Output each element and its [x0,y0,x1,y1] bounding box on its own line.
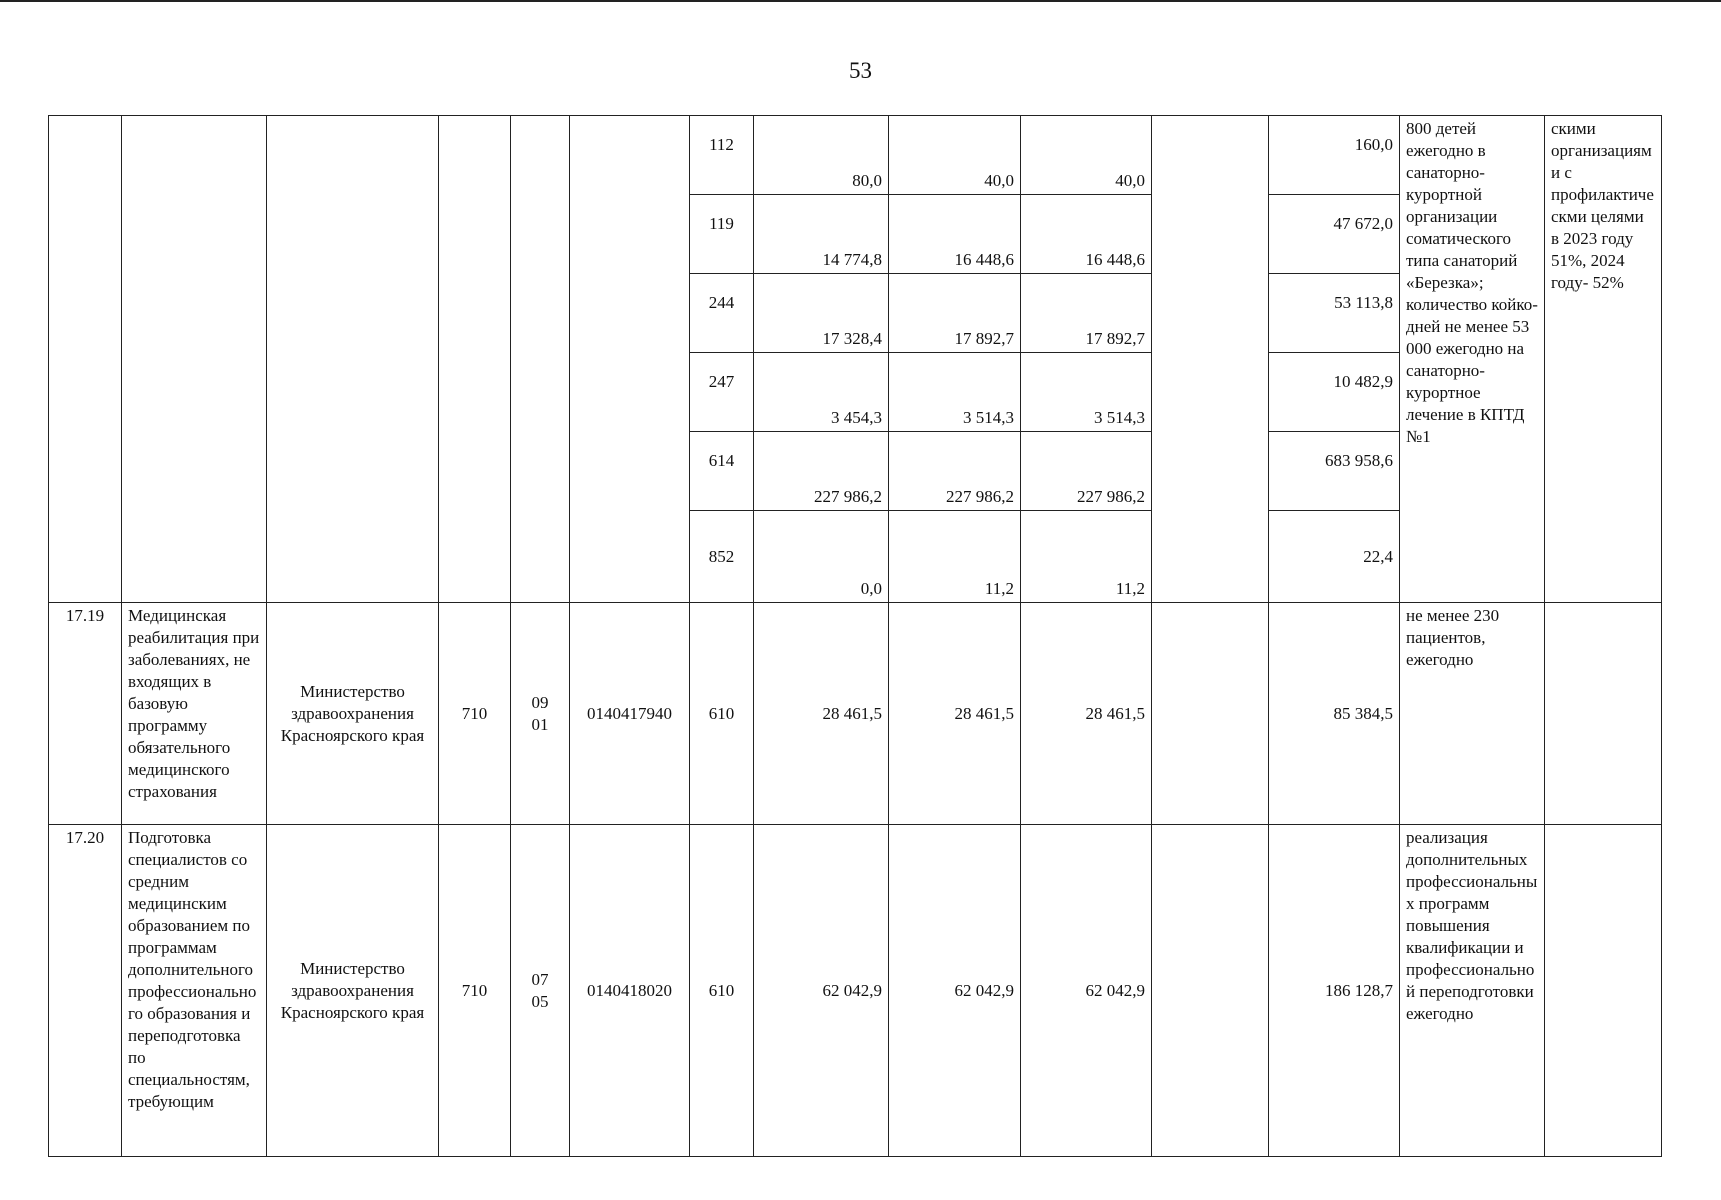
cell-vr: 614 [690,432,754,511]
cell-value-2023: 17 892,7 [889,274,1021,353]
cell-vr: 112 [690,116,754,195]
cell-total: 47 672,0 [1269,195,1400,274]
cell-value-2024: 3 514,3 [1021,353,1152,432]
cell-value-2022: 28 461,5 [754,603,889,825]
cell-vr: 852 [690,511,754,603]
cell-value-2024: 227 986,2 [1021,432,1152,511]
cell-total: 22,4 [1269,511,1400,603]
cell-grbs: 710 [439,825,511,1157]
table-row [49,603,1662,825]
cell-executor-empty [267,116,439,603]
cell-value-2024: 62 042,9 [1021,825,1152,1157]
cell-vr: 610 [690,603,754,825]
cell-empty [1152,825,1269,1157]
table-row [49,825,1662,1157]
top-border-line [0,0,1721,2]
cell-value-2023: 28 461,5 [889,603,1021,825]
cell-empty [1152,116,1269,603]
cell-executor: Министерство здравоохранения Красноярского края [267,825,439,1157]
cell-grbs-empty [439,116,511,603]
cell-name: Медицинская реабилитация при заболеваниях, не входящих в базовую программу обязательного медицинского страхования [122,603,267,825]
cell-total: 160,0 [1269,116,1400,195]
cell-num-empty [49,116,122,603]
cell-result: 800 детей ежегодно в санаторно-курортной организации соматического типа санаторий «Березка»; количество койко-дней не менее 53 000 ежегодно на санаторно-курортное лечение в КПТД №1 [1400,116,1545,603]
cell-empty [1152,603,1269,825]
cell-indicator: скими организациями с профилактическми целями в 2023 году 51%, 2024 году- 52% [1545,116,1662,603]
cell-value-2023: 11,2 [889,511,1021,603]
cell-total: 683 958,6 [1269,432,1400,511]
cell-value-2022: 0,0 [754,511,889,603]
cell-indicator-empty [1545,825,1662,1157]
cell-num: 17.20 [49,825,122,1157]
cell-rzpr-empty [511,116,570,603]
cell-result: реализация дополнительных профессиональных программ повышения квалификации и профессиональной переподготовки ежегодно [1400,825,1545,1157]
cell-vr: 610 [690,825,754,1157]
cell-value-2023: 3 514,3 [889,353,1021,432]
cell-value-2022: 227 986,2 [754,432,889,511]
table-row [49,116,1662,195]
cell-csr-empty [570,116,690,603]
cell-value-2024: 28 461,5 [1021,603,1152,825]
cell-vr: 247 [690,353,754,432]
cell-csr: 0140417940 [570,603,690,825]
cell-value-2022: 62 042,9 [754,825,889,1157]
cell-vr: 119 [690,195,754,274]
budget-table [48,115,1662,1157]
cell-total: 186 128,7 [1269,825,1400,1157]
cell-result: не менее 230 пациентов, ежегодно [1400,603,1545,825]
cell-indicator-empty [1545,603,1662,825]
cell-num: 17.19 [49,603,122,825]
cell-value-2024: 40,0 [1021,116,1152,195]
cell-csr: 0140418020 [570,825,690,1157]
cell-value-2022: 80,0 [754,116,889,195]
cell-value-2024: 11,2 [1021,511,1152,603]
cell-vr: 244 [690,274,754,353]
cell-grbs: 710 [439,603,511,825]
cell-rzpr: 07 05 [511,825,570,1157]
cell-value-2022: 14 774,8 [754,195,889,274]
cell-total: 53 113,8 [1269,274,1400,353]
cell-value-2022: 3 454,3 [754,353,889,432]
cell-value-2024: 16 448,6 [1021,195,1152,274]
cell-name: Подготовка специалистов со средним медицинским образованием по программам дополнительного профессионального образования и переподготовка по специальностям, требующим [122,825,267,1157]
cell-total: 10 482,9 [1269,353,1400,432]
cell-rzpr: 09 01 [511,603,570,825]
cell-value-2022: 17 328,4 [754,274,889,353]
cell-value-2023: 227 986,2 [889,432,1021,511]
cell-value-2023: 16 448,6 [889,195,1021,274]
cell-value-2023: 40,0 [889,116,1021,195]
cell-value-2024: 17 892,7 [1021,274,1152,353]
cell-total: 85 384,5 [1269,603,1400,825]
cell-executor: Министерство здравоохранения Красноярского края [267,603,439,825]
cell-value-2023: 62 042,9 [889,825,1021,1157]
page-number: 53 [849,58,872,83]
cell-name-empty [122,116,267,603]
